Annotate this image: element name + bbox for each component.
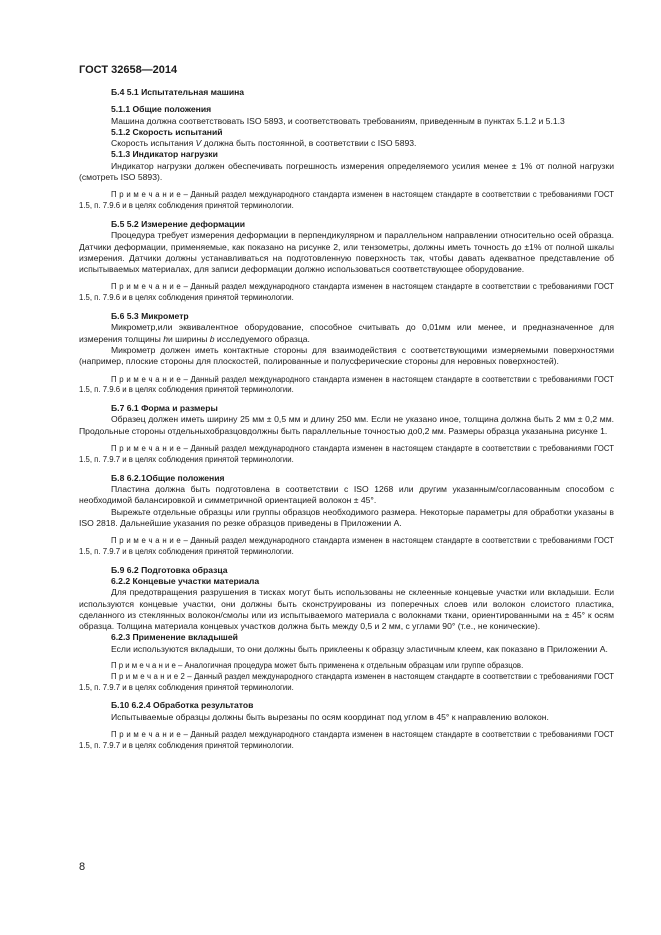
section-b8-title: Б.8 6.2.1Общие положения (111, 472, 225, 483)
note-paragraph: П р и м е ч а н и е – Данный раздел международного стандарта изменен в настоящем стандарте в соответствии с требованиями ГОСТ 1.5, п. 7.9.6 и в целях соблюдения принятой терминологии. (79, 190, 614, 211)
section-b7-title: Б.7 6.1 Форма и размеры (111, 403, 218, 414)
section-513-title: 5.1.3 Индикатор нагрузки (111, 149, 218, 160)
section-511-text: Машина должна соответствовать ISO 5893, и соответствовать требованиям, приведенным в пунктах 5.1.2 и 5.1.3 (111, 115, 565, 126)
section-511-title: 5.1.1 Общие положения (111, 104, 212, 115)
note-paragraph: П р и м е ч а н и е – Данный раздел международного стандарта изменен в настоящем стандарте в соответствии с требованиями ГОСТ 1.5, п. 7.9.6 и в целях соблюдения принятой терминологии. (79, 282, 614, 303)
section-622-text: Для предотвращения разрушения в тисках могут быть использованы не склеенные концевые участки или вкладыши. Если используются концевые участки, они должны быть сконструированы из поперечных слоев или волокон слоистого пластика, сделанного из стеклянных волокон/смолы или из испытываемого материала с волокнами ткани, ориентированными на ± 45° к осям образца. Толщина материала концевых участков должна быть между 0,5 и 2 мм, с углами 90° (т.е., не конические). (79, 587, 614, 632)
section-623-title: 6.2.3 Применение вкладышей (111, 632, 238, 643)
note-paragraph: П р и м е ч а н и е – Данный раздел международного стандарта изменен в настоящем стандарте в соответствии с требованиями ГОСТ 1.5, п. 7.9.7 и в целях соблюдения принятой терминологии. (79, 536, 614, 556)
section-623-text: Если используются вкладыши, то они должны быть приклеены к образцу эластичным клеем, как показано в Приложении А. (111, 643, 608, 654)
note-paragraph-1: П р и м е ч а н и е – Аналогичная процедура может быть применена к отдельным образцам или группе образцов. (111, 661, 524, 671)
section-b8-text2: Вырежьте отдельные образцы или группы образцов необходимого размера. Некоторые параметры для обработки указаны в ISO 2818. Дальнейшие указания по резке образцов приведены в Приложении А. (79, 506, 614, 528)
document-header: ГОСТ 32658—2014 (79, 64, 178, 76)
note-paragraph: П р и м е ч а н и е – Данный раздел международного стандарта изменен в настоящем стандарте в соответствии с требованиями ГОСТ 1.5, п. 7.9.6 и в целях соблюдения принятой терминологии. (79, 374, 614, 395)
section-b5-title: Б.5 5.2 Измерение деформации (111, 218, 246, 229)
section-b5-text: Процедура требует измерения деформации в перпендикулярном и параллельном направлении относительно осей образца. Датчики деформации, применяемые, как показано на рисунке 2, или тензометры, должны иметь точность до ±1% от полной шкалы измерения. Датчики должны устанавливаться на подготовленную поверхность так, чтобы давать адекватное представление об испытываемых материалах, для записи деформации должно использоваться соответствующее оборудование. (79, 230, 614, 275)
note-paragraph-2: П р и м е ч а н и е 2 – Данный раздел международного стандарта изменен в настоящем стандарте в соответствии с требованиями ГОСТ 1.5, п. 7.9.7 и в целях соблюдения принятой терминологии. (79, 671, 614, 692)
section-513-text: Индикатор нагрузки должен обеспечивать погрешность измерения определяемого усилия менее ± 1% от полной нагрузки (смотреть ISO 5893). (79, 160, 614, 183)
section-512-title: 5.1.2 Скорость испытаний (111, 126, 223, 137)
section-b6-text2: Микрометр должен иметь контактные стороны для взаимодействия с соответствующими измеряемыми поверхностями (например, плоские стороны для плоскостей, полированные и полусферические стороны для неровных поверхностей). (79, 344, 614, 367)
section-b6-text1: Микрометр,или эквивалентное оборудование, способное считывать до 0,01мм или менее, и предназначенное для измерения толщины hи ширины b исследуемого образца. (79, 322, 614, 344)
section-b7-text: Образец должен иметь ширину 25 мм ± 0,5 мм и длину 250 мм. Если не указано иное, толщина должна быть 2 мм ± 0,2 мм. Продольные стороны отдельныхобразцовдолжны быть параллельные точностью до0,2 мм. Размеры образца указанына рисунке 1. (79, 414, 614, 436)
section-512-text: Скорость испытания V должна быть постоянной, в соответствии с ISO 5893. (111, 138, 417, 149)
section-b10-title: Б.10 6.2.4 Обработка результатов (111, 700, 254, 711)
section-622-title: 6.2.2 Концевые участки материала (111, 575, 260, 586)
section-b10-text: Испытываемые образцы должны быть вырезаны по осям координат под углом в 45° к направлению волокон. (111, 711, 549, 722)
page-number: 8 (79, 861, 86, 873)
note-paragraph: П р и м е ч а н и е – Данный раздел международного стандарта изменен в настоящем стандарте в соответствии с требованиями ГОСТ 1.5, п. 7.9.7 и в целях соблюдения принятой терминологии. (79, 444, 614, 464)
section-b9-title: Б.9 6.2 Подготовка образца (111, 564, 228, 575)
section-b6-title: Б.6 5.3 Микрометр (111, 311, 189, 322)
section-b4-title: Б.4 5.1 Испытательная машина (111, 87, 245, 97)
document-body (79, 87, 614, 752)
note-paragraph: П р и м е ч а н и е – Данный раздел международного стандарта изменен в настоящем стандарте в соответствии с требованиями ГОСТ 1.5, п. 7.9.7 и в целях соблюдения принятой терминологии. (79, 730, 614, 750)
section-b8-text1: Пластина должна быть подготовлена в соответствии с ISO 1268 или другим указанным/согласованным способом с необходимой балансировкой и симметричной ориентацией волокон ± 45°. (79, 483, 614, 506)
